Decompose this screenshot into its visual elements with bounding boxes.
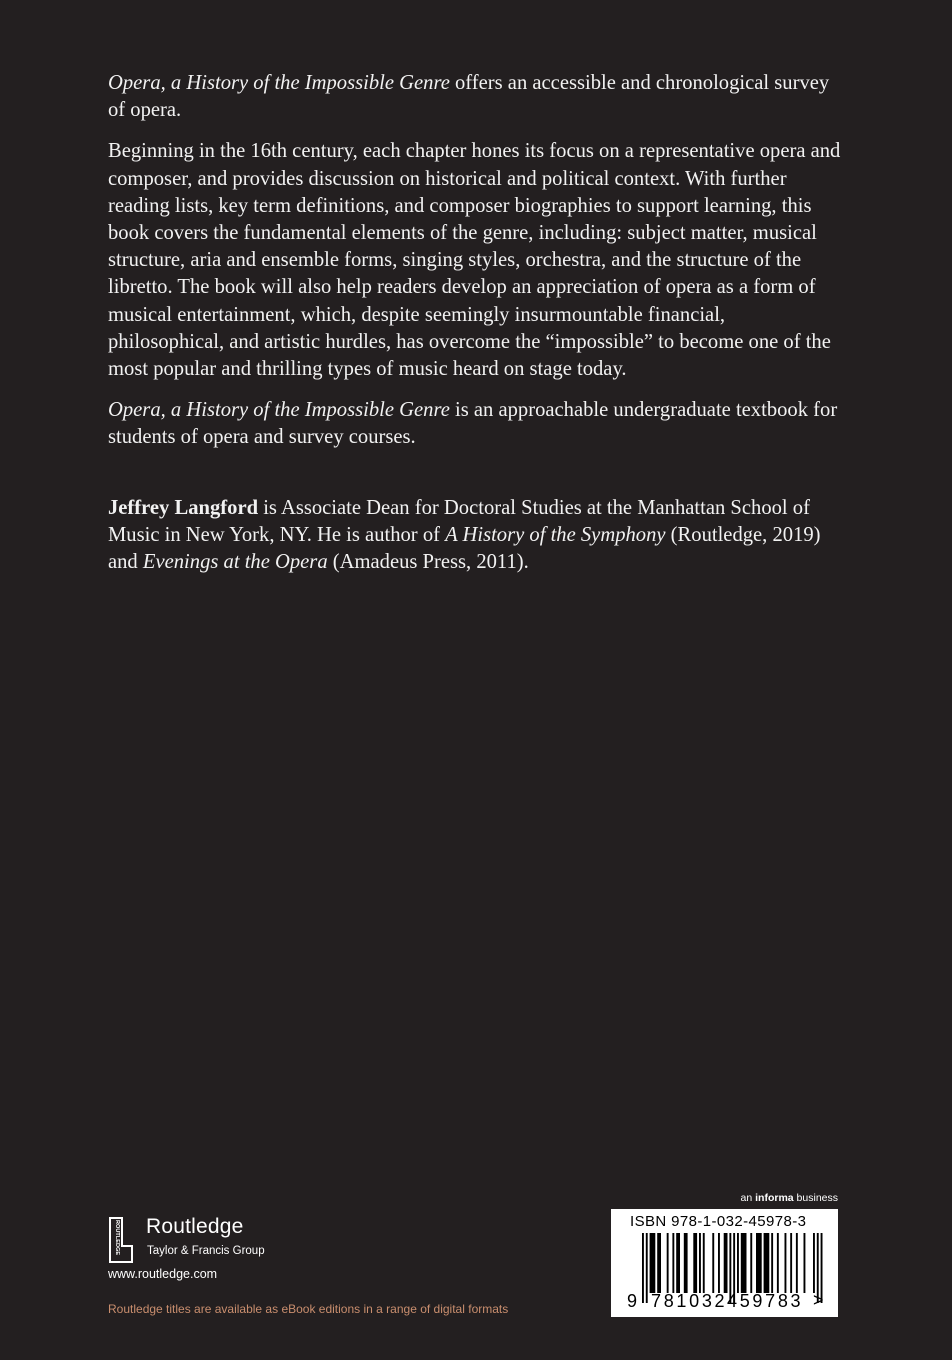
publisher-name: Routledge xyxy=(146,1215,244,1238)
barcode-bar xyxy=(712,1233,714,1293)
blurb-text: is an approachable undergraduate textbook for students of opera and survey courses. xyxy=(108,399,838,449)
barcode-bar xyxy=(804,1233,806,1293)
barcode-bar xyxy=(676,1233,680,1293)
barcode-bar xyxy=(684,1233,688,1293)
barcode-bar xyxy=(790,1233,792,1293)
barcode-bar xyxy=(750,1233,752,1293)
barcode-bar xyxy=(699,1233,701,1293)
blurb-text: offers an accessible and chronological survey of opera. xyxy=(108,72,830,122)
barcode-bar xyxy=(785,1233,787,1293)
barcode-bar xyxy=(724,1233,728,1293)
publisher-website: www.routledge.com xyxy=(108,1267,218,1281)
blurb-paragraph-2: Beginning in the 16th century, each chapter hones its focus on a representative opera and composer, and provides discussion on historical and political context. With further reading lists, key term definitions, and composer biographies to support learning, this book covers the fundamental elements of the genre, including: subject matter, musical structure, aria and ensemble forms, singing styles, orchestra, and the structure of the libretto. The book will also help readers develop an appreciation of opera as a form of musical entertainment, which, despite seemingly insurmountable financial, philosophical, and artistic hurdles, has overcome the “impossible” to become one of the most popular and thrilling types of music heard on stage today. xyxy=(108,140,841,381)
barcode-bar xyxy=(650,1233,656,1293)
barcode-bar xyxy=(737,1233,739,1293)
author-book-1: A History of the Symphony xyxy=(445,523,666,546)
informa-business-tag xyxy=(741,1192,838,1204)
blurb-paragraph-1 xyxy=(108,70,843,124)
author-text: (Amadeus Press, 2011). xyxy=(327,551,529,574)
barcode-bar xyxy=(703,1233,705,1293)
barcode-digits-left: 781032 xyxy=(651,1291,728,1311)
book-title: Opera, a History of the Impossible Genre xyxy=(108,72,450,94)
barcode-bar xyxy=(764,1233,770,1293)
author-bio xyxy=(108,495,843,577)
informa-prefix: an xyxy=(740,1192,756,1204)
barcode-bar xyxy=(756,1233,762,1293)
barcode-bar xyxy=(777,1233,779,1293)
informa-name: informa xyxy=(755,1192,794,1204)
isbn-label: ISBN 978-1-032-45978-3 xyxy=(630,1213,807,1230)
barcode-bar xyxy=(672,1233,674,1293)
barcode-digit-first: 9 xyxy=(627,1291,638,1311)
logo-mark-text: ROUTLEDGE xyxy=(114,1220,120,1256)
publisher-group: Taylor & Francis Group xyxy=(147,1245,265,1257)
author-name: Jeffrey Langford xyxy=(108,496,259,519)
blurb-paragraph-3 xyxy=(108,397,843,451)
barcode-digits xyxy=(611,1291,838,1315)
barcode-digits-right: 459783 xyxy=(727,1291,804,1311)
barcode-bar xyxy=(693,1233,697,1293)
barcode-bar xyxy=(741,1233,747,1293)
routledge-logo xyxy=(108,1214,308,1264)
barcode-bar xyxy=(718,1233,720,1293)
barcode-bar xyxy=(667,1233,669,1293)
author-text: (Routledge, 2019) and xyxy=(108,523,821,574)
book-title: Opera, a History of the Impossible Genre xyxy=(108,399,450,422)
barcode-bar xyxy=(813,1233,815,1293)
barcode-arrow: > xyxy=(813,1290,824,1310)
author-text: is Associate Dean for Doctoral Studies at the Manhattan School of Music in New York, NY. He is author of xyxy=(108,496,810,546)
isbn-barcode xyxy=(611,1209,838,1317)
barcode-bar xyxy=(796,1233,798,1293)
blurb xyxy=(108,70,843,590)
barcode-bar xyxy=(771,1233,773,1293)
barcode-bar xyxy=(657,1233,661,1293)
routledge-logo-icon xyxy=(108,1216,134,1264)
ebook-note: Routledge titles are available as eBook editions in a range of digital formats xyxy=(108,1302,509,1316)
informa-suffix: business xyxy=(793,1192,838,1204)
author-book-2: Evenings at the Opera xyxy=(142,551,328,574)
